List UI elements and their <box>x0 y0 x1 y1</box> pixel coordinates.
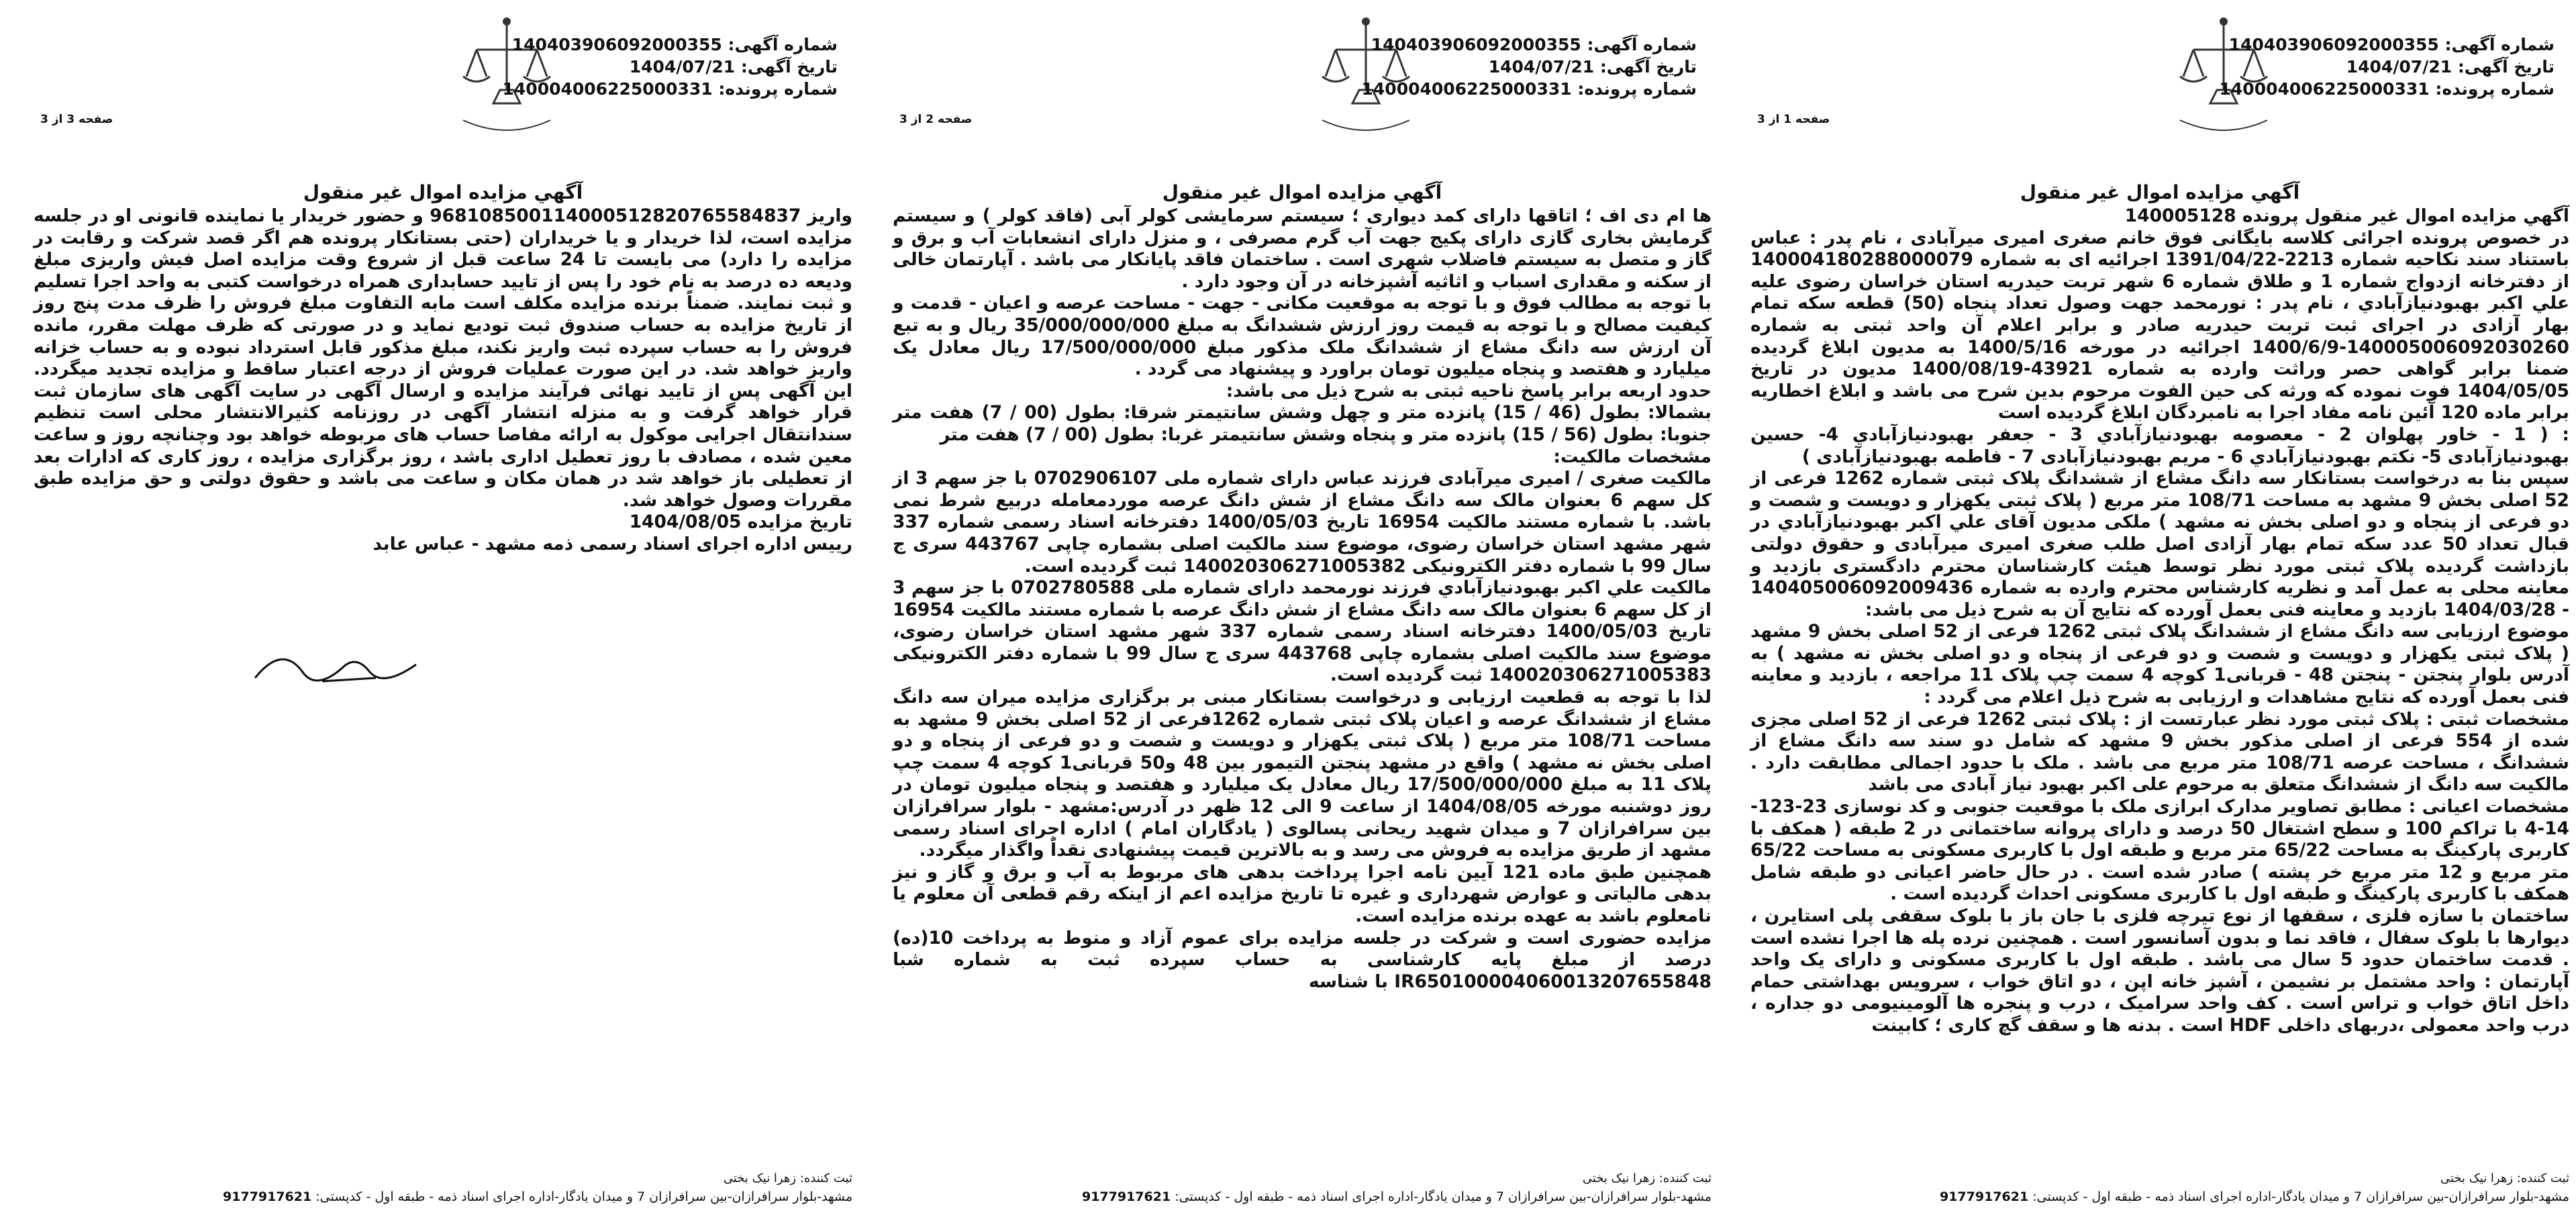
paragraph: مزایده حضوری است و شرکت در جلسه مزایده برای عموم آزاد و منوط به پرداخت 10(ده) درصد از مبلغ پایه کارشناسی به حساب سپرده ثبت به شماره شبا IR650100004060013207655848 با شناسه <box>893 927 1712 992</box>
page-number: صفحه 1 از 3 <box>1757 113 1830 126</box>
signature-icon <box>242 631 443 705</box>
signatory: رییس اداره اجرای اسناد رسمی ذمه مشهد - عباس عابد <box>373 533 852 554</box>
paragraph: واریز 968108500114000512820765584837 و حضور خریدار یا نماینده قانونی او در جلسه مزایده است، لذا خریدار و یا خریداران (حتی بستانکار پرونده هم اگر قصد شرکت و رقابت در مزایده را دارد) می بایست تا 24 ساعت قبل از شروع وقت مزایده اصل فیش واریزی مبلغ ودیعه ده درصد به نام خود را پس از تایید حسابداری همراه درخواست کتبی به واحد اجرا تسلیم و ثبت نمایند. ضمناً برنده مزایده مکلف است مابه التفاوت مبلغ فروش را ظرف مدت پنج روز از تاریخ مزایده به حساب صندوق ثبت تودیع نماید و در صورتی که ظرف مهلت مقرر، مانده فروش را به حساب سپرده ثبت واریز نکند، مبلغ مذکور قابل استرداد نبوده و به حساب خزانه واریز خواهد شد. در این صورت عملیات فروش از درجه اعتبار ساقط و مزایده تجدید میگردد. این آگهی پس از تایید نهائی فرآیند مزایده و ارسال آگهی در سایت آگهی های سازمان ثبت قرار خواهد گرفت و به منزله انتشار آگهی در روزنامه کثیرالانتشار محلی است تنظیم سندانتقال اجرایی موکول به ارائه مفاصا حساب های مربوطه خواهد بود وچنانچه روز و ساعت معین شده ، مصادف با روز تعطیل اداری باشد ، روز برگزاری مزایده ، روز کاری که ادارات بعد از تعطیلی باز خواهد شد در همان مکان و ساعت می باشد و حقوق دولتی و حق مزایده طبق مقررات وصول خواهد شد. <box>34 205 853 511</box>
ad-footer <box>34 1171 852 1204</box>
paragraph: مشخصات مالکیت: <box>1553 446 1712 467</box>
ad-date: تاریخ آگهی: 1404/07/21 <box>629 57 838 77</box>
paragraph: با توجه به مطالب فوق و با توجه به موقعیت مکانی - جهت - مساحت عرصه و اعیان - قدمت و کیفیت مصالح و با توجه به قیمت روز ارزش ششدانگ به مبلغ 35/000/000/000 ریال و به تبع آن ارزش سه دانگ مشاع از ششدانگ ملک مذکور مبلغ 17/500/000/000 ریال معادل یک میلیارد و هفتصد و پنجاه میلیون تومان براورد و پیشنهاد می گردد . <box>893 293 1712 380</box>
paragraph: لذا با توجه به قطعیت ارزیابی و درخواست بستانکار مبنی بر برگزاری مزایده میران سه دانگ مشاع از ششدانگ عرصه و اعیان پلاک ثبتی شماره 1262فرعی از 52 اصلی بخش 9 مشهد به مساحت 108/71 متر مربع ( پلاک ثبتی یکهزار و دویست و شصت و دو فرعی از پنجاه و دو اصلی بخش نه مشهد ) واقع در مشهد پنجتن التیمور بین 48 و50 قربانی1 کوچه 4 سمت چپ پلاک 11 به مبلغ 17/500/000/000 ریال معادل یک میلیارد و هفتصد و پنجاه میلیون تومان در روز دوشنبه مورخه 1404/08/05 از ساعت 9 الی 12 ظهر در آدرس:مشهد - بلوار سرافرازان بین سرافرازان 7 و میدان شهید ریحانی پسالوی ( یادگاران امام ) اداره اجرای اسناد رسمی مشهد از طریق مزایده به فروش می رسد و به بالاترین قیمت پیشنهادی نقداً واگذار میگردد. <box>893 687 1712 861</box>
ad-footer <box>1750 1171 2569 1204</box>
ad-page-2 <box>886 0 1718 1225</box>
ad-meta <box>1362 34 1697 100</box>
ad-page-1 <box>1744 0 2576 1225</box>
ad-title: آگهي مزايده اموال غير منقول <box>2020 181 2300 203</box>
paragraph: ها ام دی اف ؛ اتاقها دارای کمد دیواری ؛ سیستم سرمایشی کولر آبی (فاقد کولر ) و سیستم گرمایش بخاری گازی دارای پکیج جهت آب گرم مصرفی ، و منزل دارای انشعابات آب و برق و گاز و متصل به سیستم فاضلاب شهری است . ساختمان فاقد پایانکار می باشد . آپارتمان خالی از سکنه و مقداری اسباب و اثاثیه آشپزخانه در آن وجود دارد . <box>893 205 1712 292</box>
paragraph: آگهي مزايده اموال غير منقول پرونده 140005128 <box>2124 205 2569 226</box>
address-text: مشهد-بلوار سرافرازان-بین سرافرازان 7 و میدان یادگار-اداره اجرای اسناد ذمه - طبقه اول - کدپستی: <box>1175 1189 1712 1204</box>
ad-number: شماره آگهی: 140403906092000355 <box>1371 35 1697 54</box>
page-number: صفحه 3 از 3 <box>40 113 113 126</box>
paragraph: : ( 1 - خاور پهلوان 2 - معصومه بهبودنيازآبادي 3 - جعفر بهبودنيازآبادي 4- حسین بهبودنیازآبادی 5- نکتم بهبودنيازآبادي 6 - مریم بهبودنیازآبادی 7 - فاطمه بهبودنیازآبادی ) <box>1750 424 2569 467</box>
registrar: ثبت کننده: زهرا نیک بختی <box>723 1171 852 1185</box>
paragraph: ساختمان با سازه فلزی ، سقفها از نوع تیرچه فلزی با جان باز با بلوک سقفی پلی استایرن ، دیوارها با بلوک سفال ، فاقد نما و بدون آسانسور است . همچنین نرده پله ها اجرا نشده است . قدمت ساختمان حدود 5 سال می باشد . طبقه اول با کاربری مسکونی و دارای یک واحد آپارتمان : واحد مشتمل بر نشیمن ، آشپز خانه اپن ، دو اتاق خواب ، سرویس بهداشتی حمام داخل اتاق خواب و تراس است . کف واحد سرامیک ، درب و پنجره ها آلومینیومی دو جداره ، درب واحد معمولی ،دربهای داخلی HDF است . بدنه ها و سقف گچ کاری ؛ کابینت <box>1750 905 2569 1036</box>
ad-body <box>34 205 852 556</box>
file-number: شماره پرونده: 140004006225000331 <box>1361 79 1697 99</box>
office-address <box>34 1189 852 1204</box>
registrar: ثبت کننده: زهرا نیک بختی <box>2440 1171 2569 1185</box>
paragraph: سپس بنا به درخواست بستانکار سه دانگ مشاع از ششدانگ پلاک ثبتی شماره 1262 فرعی از 52 اصلی بخش 9 مشهد به مساحت 108/71 متر مربع ( پلاک ثبتی یکهزار و دویست و شصت و دو فرعی از پنجاه و دو اصلی بخش نه مشهد ) ملکی مدیون آقای علي اكبر بهبودنيازآبادي در قبال تعداد 50 عدد سکه تمام بهار آزادی اصل طلب صغری امیری میرآبادی و حقوق دولتی بازداشت گردیده پلاک ثبتی مورد نظر توسط هیئت کارشناسان محترم دادگستری بازدید و معاینه محلی به عمل آمد و نظریه کارشناس محترم وارده به شماره 140405006092009436 - 1404/03/28 بازدید و معاینه فنی بعمل آورده که نتایج آن به شرح ذیل می باشد: <box>1750 468 2570 620</box>
ad-number: شماره آگهی: 140403906092000355 <box>511 35 838 54</box>
paragraph: حدود اربعه برابر پاسخ ناحیه ثبتی به شرح ذیل می باشد: <box>1226 380 1712 401</box>
ad-meta <box>2220 34 2555 100</box>
address-text: مشهد-بلوار سرافرازان-بین سرافرازان 7 و میدان یادگار-اداره اجرای اسناد ذمه - طبقه اول - کدپستی: <box>2032 1189 2569 1204</box>
postal-code: 9177917621 <box>1081 1189 1171 1204</box>
file-number: شماره پرونده: 140004006225000331 <box>2219 79 2555 99</box>
ad-date: تاریخ آگهی: 1404/07/21 <box>1488 57 1697 77</box>
paragraph: بشمالا: بطول (46 / 15) پانزده متر و چهل وشش سانتیمتر شرقا: بطول (00 / 7) هفت متر جنوبا: بطول (56 / 15) پانزده متر و پنجاه وشش سانتیمتر غربا: بطول (00 / 7) هفت متر <box>893 402 1712 445</box>
ad-title: آگهي مزايده اموال غير منقول <box>1162 181 1442 203</box>
office-address <box>893 1189 1712 1204</box>
paragraph: همچنین طبق ماده 121 آیین نامه اجرا پرداخت بدهی های مربوط به آب و برق و گاز و نیز بدهی مالیاتی و عوارض شهرداری و غیره تا تاریخ مزایده اعم از اینکه رقم قطعی آن معلوم یا نامعلوم باشد به عهده برنده مزایده است. <box>893 861 1712 926</box>
postal-code: 9177917621 <box>222 1189 312 1204</box>
ad-title: آگهي مزايده اموال غير منقول <box>303 181 583 203</box>
office-address <box>1750 1189 2569 1204</box>
ad-body <box>1750 205 2569 1037</box>
paragraph: مشخصات اعیانی : مطابق تصاویر مدارک ابرازی ملک با موقعیت جنوبی و کد نوسازی 23-123-14-4 با تراکم 100 و سطح اشتغال 50 درصد و دارای پروانه ساختمانی در 2 طبقه ( همکف با کاربری پارکینگ به مساحت 65/22 متر مربع و طبقه اول با کاربری مسکونی به مساحت 65/22 متر مربع و 12 متر مربع خر پشته ) صادر شده است . در حال حاضر اعیانی دو طبقه شامل همکف با کاربری پارکینگ و طبقه اول با کاربری مسکونی احداث گردیده است . <box>1750 796 2569 905</box>
paragraph: مشخصات ثبتی : پلاک ثبتی مورد نظر عبارتست از : پلاک ثبتی 1262 فرعی از 52 اصلی مجزی شده از 554 فرعی از اصلی مذکور بخش 9 مشهد که شامل دو سند سه دانگ مشاع از ششدانگ ، مساحت عرصه 108/71 متر مربع می باشد . ملک با حدود اجمالی مطابقت دارد . مالکیت سه دانگ از ششدانگ متعلق به مرحوم علی اکبر بهبود نیاز آبادی می باشد <box>1750 708 2569 795</box>
file-number: شماره پرونده: 140004006225000331 <box>502 79 838 99</box>
ad-number: شماره آگهی: 140403906092000355 <box>2228 35 2555 54</box>
address-text: مشهد-بلوار سرافرازان-بین سرافرازان 7 و میدان یادگار-اداره اجرای اسناد ذمه - طبقه اول - کدپستی: <box>315 1189 852 1204</box>
ad-body <box>893 205 1712 993</box>
paragraph: در خصوص پرونده اجرائی کلاسه بایگانی فوق خانم صغری امیری میرآبادی ، نام پدر : عباس باستناد سند نکاحیه شماره 2213-1391/04/22 اجرائیه ای به شماره 140004180288000079 از دفترخانه ازدواج شماره 1 و طلاق شماره 6 شهر تربت حیدریه استان خراسان رضوی علیه علي اكبر بهبودنيازآبادي ، نام پدر : نورمحمد جهت وصول تعداد پنجاه (50) قطعه سکه تمام بهار آزادی در اجرای ثبت تربت حیدریه صادر و برابر اعلام آن واحد ثبتی به شماره 140005006092030260-1400/6/9 اجرائیه در مورخه 1400/5/16 به مدیون ابلاغ گردیده ضمنا برابر گواهی حصر وراثت وارده به شماره 43921-1400/08/19 مدیون در تاریخ 1404/05/05 فوت نموده که ورثه کی حین الفوت مرحوم بدین شرح می باشد و ابلاغ اخطاریه برابر ماده 120 آئین نامه مفاد اجرا به نامبردگان ابلاغ گردیده است <box>1750 227 2569 424</box>
page-number: صفحه 2 از 3 <box>899 113 973 126</box>
postal-code: 9177917621 <box>1939 1189 2029 1204</box>
auction-date: تاریخ مزایده 1404/08/05 <box>629 511 852 533</box>
ad-date: تاریخ آگهی: 1404/07/21 <box>2346 57 2555 77</box>
paragraph: مالکیت صغری / امیری میرآبادی فرزند عباس دارای شماره ملی 0702906107 با جز سهم 3 از کل سهم 6 بعنوان مالک سه دانگ مشاع از شش دانگ عرصه موردمعامله دربیع شرط نمی باشد. با شماره مستند مالکیت 16954 تاریخ 1400/05/03 دفترخانه اسناد رسمی شماره 337 شهر مشهد استان خراسان رضوی، موضوع سند مالکیت اصلی بشماره چاپی 443767 سری ج سال 99 با شماره دفتر الکترونیکی 140020306271005382 ثبت گردیده است. <box>893 468 1712 577</box>
paragraph: مالکیت علي اكبر بهبودنيازآبادي فرزند نورمحمد دارای شماره ملی 0702780588 با جز سهم 3 از کل سهم 6 بعنوان مالک سه دانگ مشاع از شش دانگ عرصه با شماره مستند مالکیت 16954 تاریخ 1400/05/03 دفترخانه اسناد رسمی شماره 337 شهر مشهد استان خراسان رضوی، موضوع سند مالکیت اصلی بشماره چاپی 443768 سری ج سال 99 با شماره دفتر الکترونیکی 140020306271005383 ثبت گردیده است. <box>893 577 1712 686</box>
ad-page-3 <box>27 0 859 1225</box>
paragraph: موضوع ارزیابی سه دانگ مشاع از ششدانگ پلاک ثبتی 1262 فرعی از 52 اصلی بخش 9 مشهد ( پلاک ثبتی یکهزار و دویست و شصت و دو فرعی از پنجاه و دو اصلی بخش نه مشهد ) به آدرس بلوار پنجتن - پنجتن 48 - قربانی1 کوچه 4 سمت چپ پلاک 11 مراجعه ، بازدید و معاینه فنی بعمل آورده که نتایج مشاهدات و ارزیابی به شرح ذیل اعلام می گردد : <box>1750 621 2570 708</box>
registrar: ثبت کننده: زهرا نیک بختی <box>1582 1171 1712 1185</box>
ad-footer <box>893 1171 1712 1204</box>
ad-meta <box>503 34 838 100</box>
